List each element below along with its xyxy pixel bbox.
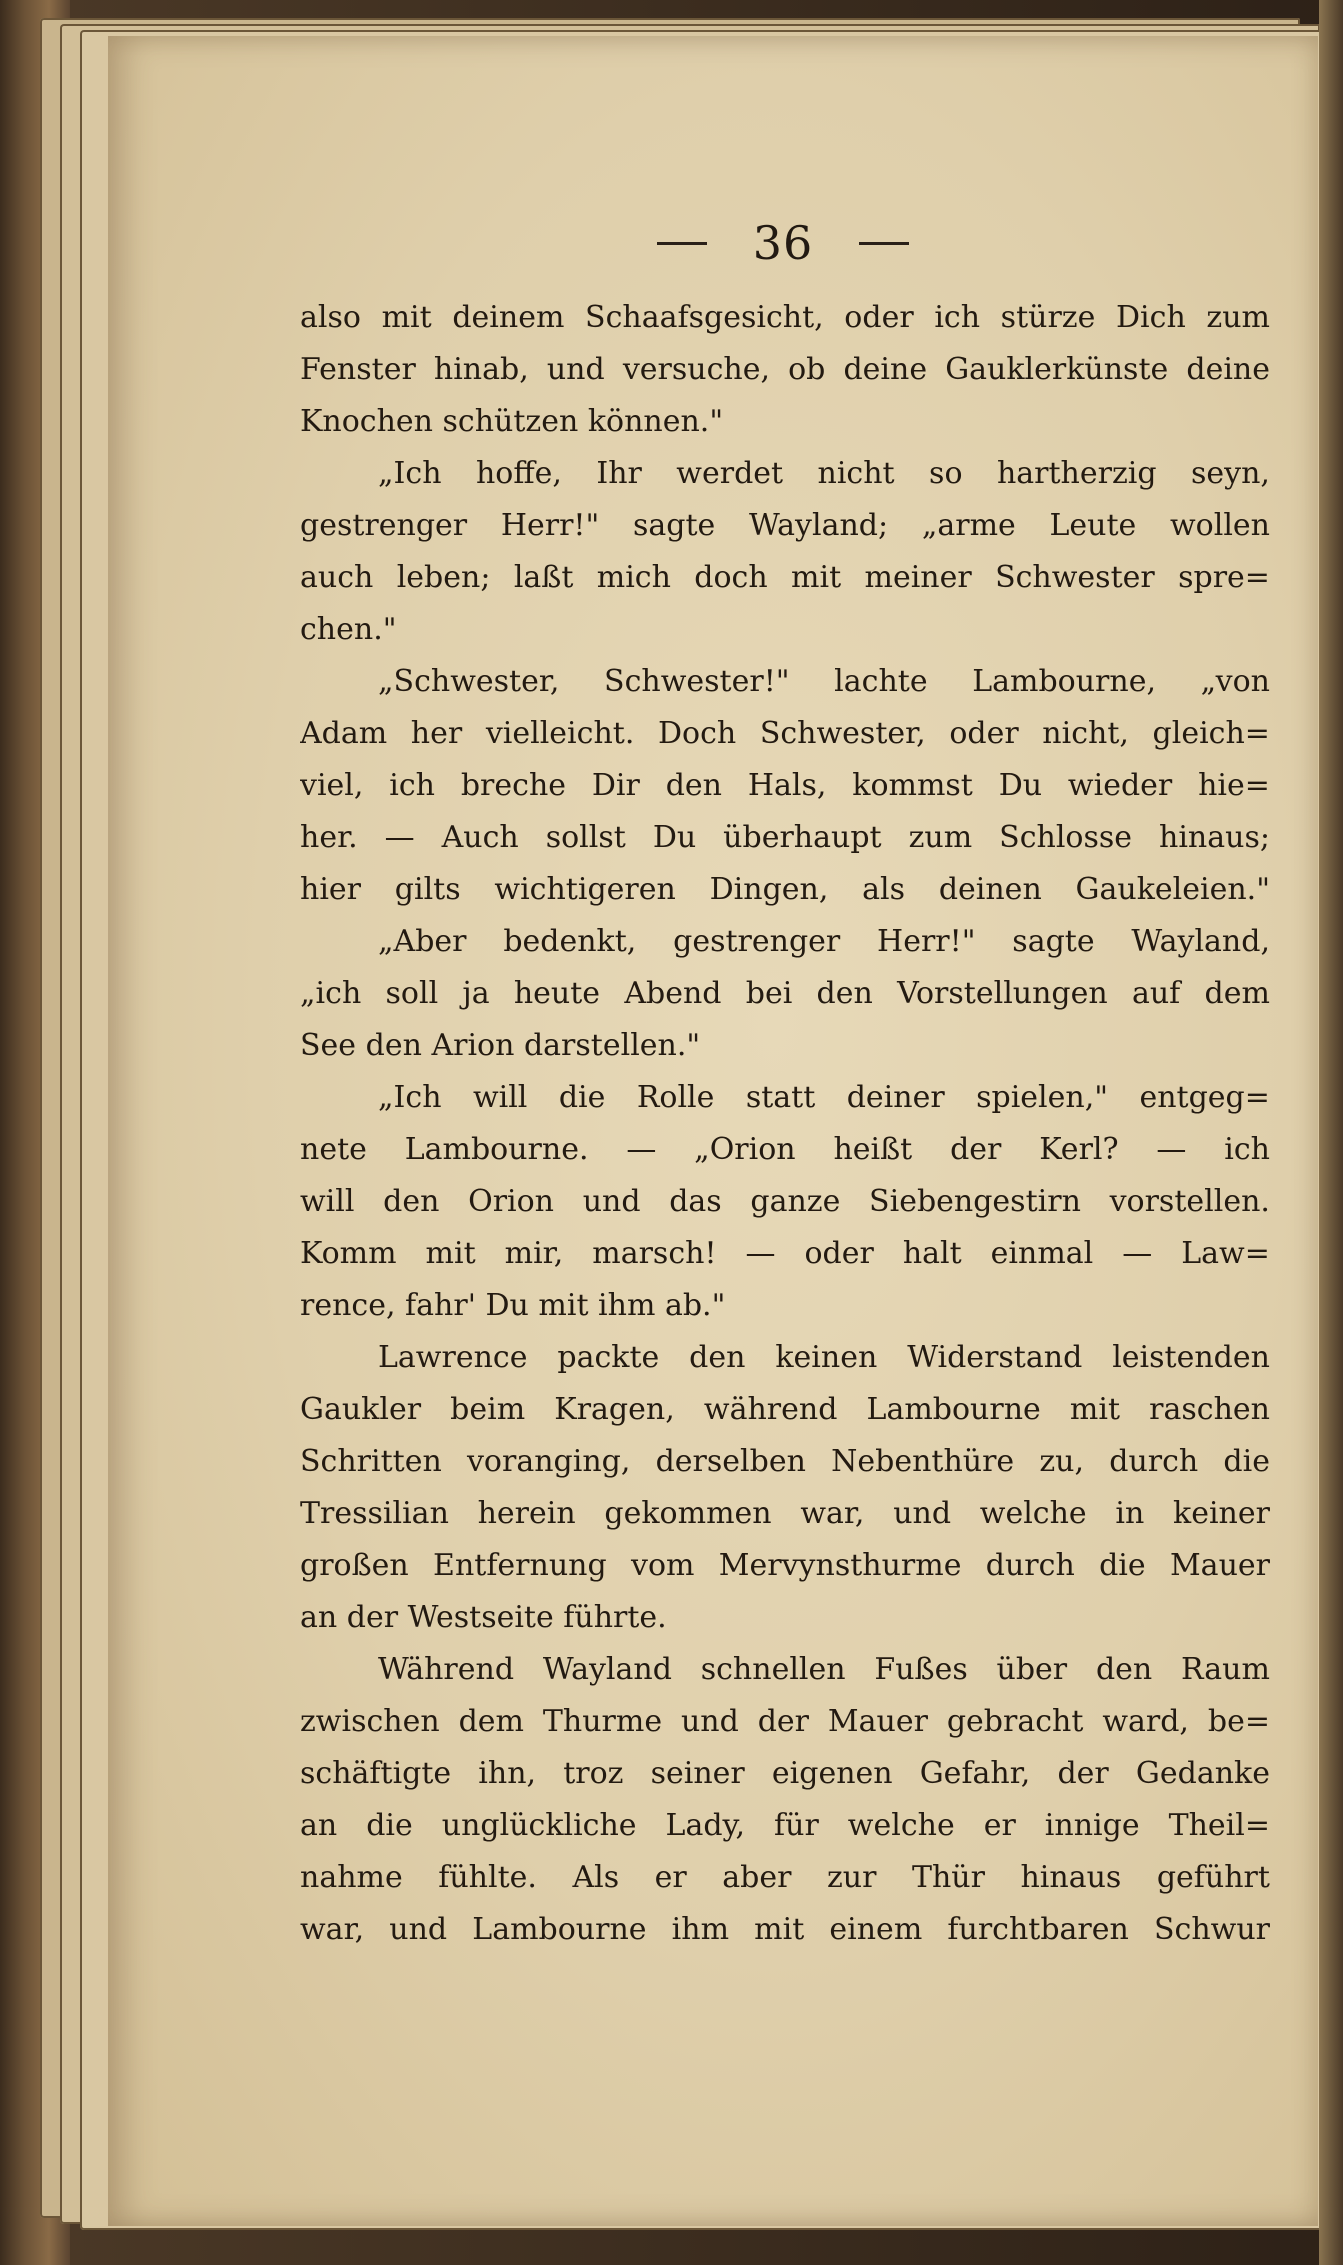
text-line: „Aber bedenkt, gestrenger Herr!" sagte Wayland,	[378, 924, 1270, 959]
facing-page-edge	[1319, 0, 1343, 2265]
text-line: Tressilian herein gekommen war, und welche in keiner	[300, 1496, 1270, 1531]
text-line: schäftigte ihn, troz seiner eigenen Gefahr, der Gedanke	[300, 1756, 1270, 1791]
text-line: großen Entfernung vom Mervynsthurme durch die Mauer	[300, 1548, 1270, 1583]
text-line: Lawrence packte den keinen Widerstand leistenden	[378, 1340, 1270, 1375]
text-line: war, und Lambourne ihm mit einem furchtbaren Schwur	[300, 1912, 1270, 1947]
text-line: Komm mit mir, marsch! — oder halt einmal — Law=	[300, 1236, 1270, 1271]
text-line: zwischen dem Thurme und der Mauer gebracht ward, be=	[300, 1704, 1270, 1739]
page-number: 36	[752, 216, 814, 270]
text-line: „Ich will die Rolle statt deiner spielen," entgeg=	[378, 1080, 1270, 1115]
page-header	[628, 208, 938, 278]
text-line: viel, ich breche Dir den Hals, kommst Du wieder hie=	[300, 768, 1270, 803]
text-line: Gaukler beim Kragen, während Lambourne mit raschen	[300, 1392, 1270, 1427]
text-line: „ich soll ja heute Abend bei den Vorstellungen auf dem	[300, 976, 1270, 1011]
text-line: hier gilts wichtigeren Dingen, als deinen Gaukeleien."	[300, 872, 1270, 907]
text-line: „Ich hoffe, Ihr werdet nicht so hartherzig seyn,	[378, 456, 1270, 491]
header-dash-right	[859, 242, 909, 245]
header-dash-left	[657, 242, 707, 245]
text-line: also mit deinem Schaafsgesicht, oder ich stürze Dich zum	[300, 300, 1270, 335]
text-line: will den Orion und das ganze Siebengestirn vorstellen.	[300, 1184, 1270, 1219]
text-line: an der Westseite führte.	[300, 1600, 667, 1635]
text-line: rence, fahr' Du mit ihm ab."	[300, 1288, 726, 1323]
text-line: See den Arion darstellen."	[300, 1028, 701, 1063]
text-line: an die unglückliche Lady, für welche er innige Theil=	[300, 1808, 1270, 1843]
text-line: Schritten voranging, derselben Nebenthüre zu, durch die	[300, 1444, 1270, 1479]
text-line: Knochen schützen können."	[300, 404, 724, 439]
text-line: nahme fühlte. Als er aber zur Thür hinaus geführt	[300, 1860, 1270, 1895]
page-body-text	[300, 292, 1270, 1956]
text-line: Adam her vielleicht. Doch Schwester, oder nicht, gleich=	[300, 716, 1270, 751]
text-line: Fenster hinab, und versuche, ob deine Gauklerkünste deine	[300, 352, 1270, 387]
text-line: Während Wayland schnellen Fußes über den Raum	[378, 1652, 1270, 1687]
text-line: „Schwester, Schwester!" lachte Lambourne, „von	[378, 664, 1270, 699]
text-line: her. — Auch sollst Du überhaupt zum Schlosse hinaus;	[300, 820, 1270, 855]
text-line: gestrenger Herr!" sagte Wayland; „arme Leute wollen	[300, 508, 1270, 543]
text-line: nete Lambourne. — „Orion heißt der Kerl? — ich	[300, 1132, 1270, 1167]
text-line: auch leben; laßt mich doch mit meiner Schwester spre=	[300, 560, 1270, 595]
text-line: chen."	[300, 612, 397, 647]
